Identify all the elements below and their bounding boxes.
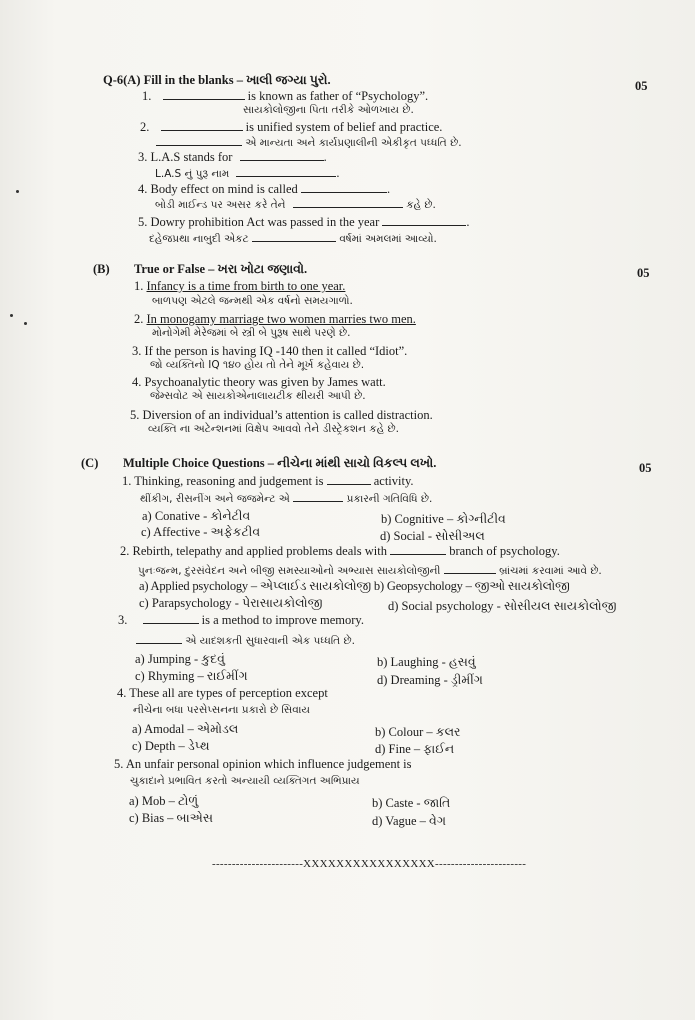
- mcq-5-question: [114, 757, 412, 772]
- mcq-3-option-d: d) Dreaming - ડ્રીમીંગ: [377, 673, 483, 687]
- answer-blank: [390, 544, 446, 555]
- mcq-2-option-c: c) Parapsychology - પેરાસાયકોલોજી: [139, 596, 323, 610]
- item-text: An unfair personal opinion which influence judgement is: [125, 757, 412, 771]
- answer-blank: [444, 563, 496, 574]
- fill-blank-item-5-gu: [149, 231, 437, 246]
- mcq-2-question-gu: [138, 563, 602, 578]
- item-text: If the person is having IQ -140 then it called “Idiot”.: [144, 344, 408, 358]
- answer-blank: [293, 491, 343, 502]
- scan-speck: [24, 322, 27, 325]
- mcq-1-option-a: a) Conative - કોનેટીવ: [142, 509, 251, 523]
- item-number: 2.: [134, 312, 144, 326]
- mcq-1-question-gu: [140, 491, 432, 506]
- item-text: Rebirth, telepathy and applied problems deals with: [132, 544, 387, 558]
- item-number: 1.: [142, 89, 152, 103]
- true-false-item-2-gu: મોનોગેમી મેરેજમાં બે સ્ત્રી બે પુરૂષ સાથે પરણે છે.: [152, 327, 351, 339]
- fill-blank-item-4-gu: [155, 197, 436, 212]
- answer-blank: [327, 474, 371, 485]
- scan-speck: [10, 314, 13, 317]
- true-false-item-4-gu: જેમ્સવોટ એ સાયકોએનાલાયટીક થીયરી આપી છે.: [150, 390, 366, 402]
- item-text-gu: બોડી માઈન્ડ પર અસર કરે તેને: [155, 199, 286, 211]
- item-number: 4.: [132, 375, 142, 389]
- item-text: These all are types of perception except: [129, 686, 328, 700]
- fill-blank-item-2-gu: [156, 135, 462, 150]
- fill-blank-item-2: [140, 120, 442, 135]
- fill-blank-item-4: 4. Body effect on mind is called .: [138, 182, 391, 196]
- mcq-3-option-c: c) Rhyming – રાઈમીંગ: [135, 669, 248, 683]
- mcq-1-option-b: b) Cognitive – કોગ્નીટીવ: [381, 512, 506, 526]
- item-text-tail: activity.: [373, 474, 414, 488]
- item-number: 5.: [114, 757, 124, 771]
- item-number: 5.: [138, 215, 148, 229]
- mcq-5-option-b: b) Caste - જાતિ: [372, 796, 451, 810]
- section-c-heading: Multiple Choice Questions – નીચેના માંથી સાચો વિકલ્પ લખો.: [123, 456, 437, 470]
- item-text: is a method to improve memory.: [201, 613, 364, 627]
- mcq-4-question-gu: નીચેના બધા પરસેપ્સનના પ્રકારો છે સિવાય: [133, 704, 311, 716]
- fill-blank-item-3-gu: L.A.S નું પુરૂ નામ .: [155, 166, 340, 180]
- mcq-3-question: [118, 613, 364, 628]
- item-text-gu: પુનઃજન્મ, દુરસંવેદન અને બીજી સમસ્યાઓનો અભ્યાસ સાયકોલોજીની: [138, 565, 441, 577]
- mcq-2-question: [120, 544, 560, 559]
- item-text: Thinking, reasoning and judgement is: [134, 474, 324, 488]
- fill-blank-item-5: 5. Dowry prohibition Act was passed in the year .: [138, 215, 470, 229]
- item-text: is known as father of “Psychology”.: [247, 89, 429, 103]
- answer-blank: [236, 166, 336, 177]
- section-b-marks: 05: [637, 266, 650, 280]
- mcq-4-question: [117, 686, 328, 701]
- item-text: is unified system of belief and practice.: [245, 120, 443, 134]
- item-text: Body effect on mind is called: [150, 182, 298, 196]
- mcq-5-question-gu: ચુકાદાને પ્રભાવિત કરતો અન્યાયી વ્યક્તિગત અભિપ્રાય: [130, 775, 360, 787]
- true-false-item-5: [130, 408, 433, 423]
- answer-blank: [156, 135, 242, 146]
- item-number: 4.: [138, 182, 148, 196]
- item-number: 5.: [130, 408, 140, 422]
- mcq-1-option-c: c) Affective - અફેકટીવ: [141, 525, 261, 539]
- item-number: 1.: [122, 474, 132, 488]
- answer-blank: [240, 150, 324, 161]
- true-false-item-2: [134, 312, 416, 327]
- item-text: L.A.S stands for: [150, 150, 233, 164]
- item-number: 3.: [138, 150, 148, 164]
- mcq-5-option-c: c) Bias – બાએસ: [129, 811, 213, 825]
- mcq-4-option-c: c) Depth – ડેપ્થ: [132, 739, 210, 753]
- item-text: Infancy is a time from birth to one year.: [146, 279, 346, 293]
- mcq-5-option-a: a) Mob – ટોળું: [129, 794, 199, 808]
- mcq-3-option-a: a) Jumping - કુદવું: [135, 652, 225, 666]
- item-text: Dowry prohibition Act was passed in the year: [150, 215, 380, 229]
- mcq-3-option-b: b) Laughing - હસવું: [377, 655, 476, 669]
- answer-blank: [293, 197, 403, 208]
- true-false-item-1: [134, 279, 345, 294]
- item-text-gu-tail: બ્રાંચમાં કરવામાં આવે છે.: [499, 565, 602, 577]
- mcq-2-option-d: d) Social psychology - સોસીયલ સાયકોલોજી: [388, 599, 617, 613]
- item-text-gu-tail: પ્રકારની ગતિવિધિ છે.: [346, 493, 433, 505]
- answer-blank: [382, 215, 466, 226]
- item-text-gu: L.A.S નું પુરૂ નામ: [155, 168, 230, 180]
- end-of-paper-marker: -----------------------XXXXXXXXXXXXXXXX-----------------------: [212, 858, 527, 870]
- true-false-item-4: [132, 375, 386, 390]
- item-text-tail: branch of psychology.: [449, 544, 560, 558]
- mcq-4-option-b: b) Colour – કલર: [375, 725, 461, 739]
- item-text-gu-tail: વર્ષમાં અમલમાં આવ્યો.: [339, 233, 437, 245]
- item-text: Psychoanalytic theory was given by James watt.: [144, 375, 386, 389]
- mcq-4-option-a: a) Amodal – એમોડલ: [132, 722, 239, 736]
- answer-blank: [301, 182, 387, 193]
- section-c-label: (C): [81, 456, 99, 470]
- mcq-4-option-d: d) Fine – ફાઈન: [375, 742, 455, 756]
- fill-blank-item-1-gu: સાયકોલોજીના પિતા તરીકે ઓળખાય છે.: [243, 104, 414, 116]
- section-c-marks: 05: [639, 461, 652, 475]
- mcq-5-option-d: d) Vague – વેગ: [372, 814, 446, 828]
- item-number: 3.: [132, 344, 142, 358]
- true-false-item-1-gu: બાળપણ એટલે જન્મથી એક વર્ષનો સમયગાળો.: [152, 295, 353, 307]
- mcq-3-question-gu: [136, 633, 355, 648]
- item-number: 2.: [140, 120, 150, 134]
- section-a-marks: 05: [635, 79, 648, 93]
- item-number: 2.: [120, 544, 130, 558]
- item-number: 4.: [117, 686, 127, 700]
- answer-blank: [163, 89, 245, 100]
- answer-blank: [252, 231, 336, 242]
- section-b-label: (B): [93, 262, 110, 276]
- section-b-heading: True or False – ખરા ખોટા જણાવો.: [134, 262, 308, 276]
- fill-blank-item-3: 3. L.A.S stands for .: [138, 150, 327, 164]
- item-text: Diversion of an individual’s attention is called distraction.: [142, 408, 433, 422]
- true-false-item-3: [132, 344, 407, 359]
- fill-blank-item-1: [142, 89, 428, 104]
- section-a-heading: Q-6(A) Fill in the blanks – ખાલી જગ્યા પુરો.: [103, 73, 331, 87]
- true-false-item-5-gu: વ્યક્તિ ના અટેન્શનમાં વિક્ષેપ આવવો તેને ડીસ્ટ્રેકશન કહે છે.: [148, 423, 399, 435]
- item-text-gu: એ માન્યતા અને કાર્યપ્રણાલીની એકીકૃત પધ્ધતિ છે.: [245, 137, 462, 149]
- mcq-1-question: [122, 474, 414, 489]
- item-number: 1.: [134, 279, 144, 293]
- item-text-gu: થીંકીગ, રીસનીંગ અને જજમેન્ટ એ: [140, 493, 290, 505]
- item-text-gu: એ યાદશકતી સુધારવાની એક પધ્ધતિ છે.: [185, 635, 355, 647]
- mcq-2-options-ab: a) Applied psychology – એપ્લાઈડ સાયકોલોજી b) Geopsychology – જીઓ સાયકોલોજી: [139, 579, 570, 593]
- item-text-gu: દહેજપ્રથા નાબુદી એકટ: [149, 233, 249, 245]
- item-text-gu-tail: કહે છે.: [406, 199, 436, 211]
- item-text: In monogamy marriage two women marries two men.: [146, 312, 416, 326]
- answer-blank: [161, 120, 243, 131]
- item-number: 3.: [118, 613, 128, 627]
- answer-blank: [136, 633, 182, 644]
- mcq-1-option-d: d) Social - સોસીઅલ: [380, 529, 485, 543]
- answer-blank: [143, 613, 199, 624]
- true-false-item-3-gu: જો વ્યક્તિનો IQ ૧૪૦ હોય તો તેને મૂર્ખ કહેવાય છે.: [150, 359, 365, 371]
- scan-speck: [16, 190, 19, 193]
